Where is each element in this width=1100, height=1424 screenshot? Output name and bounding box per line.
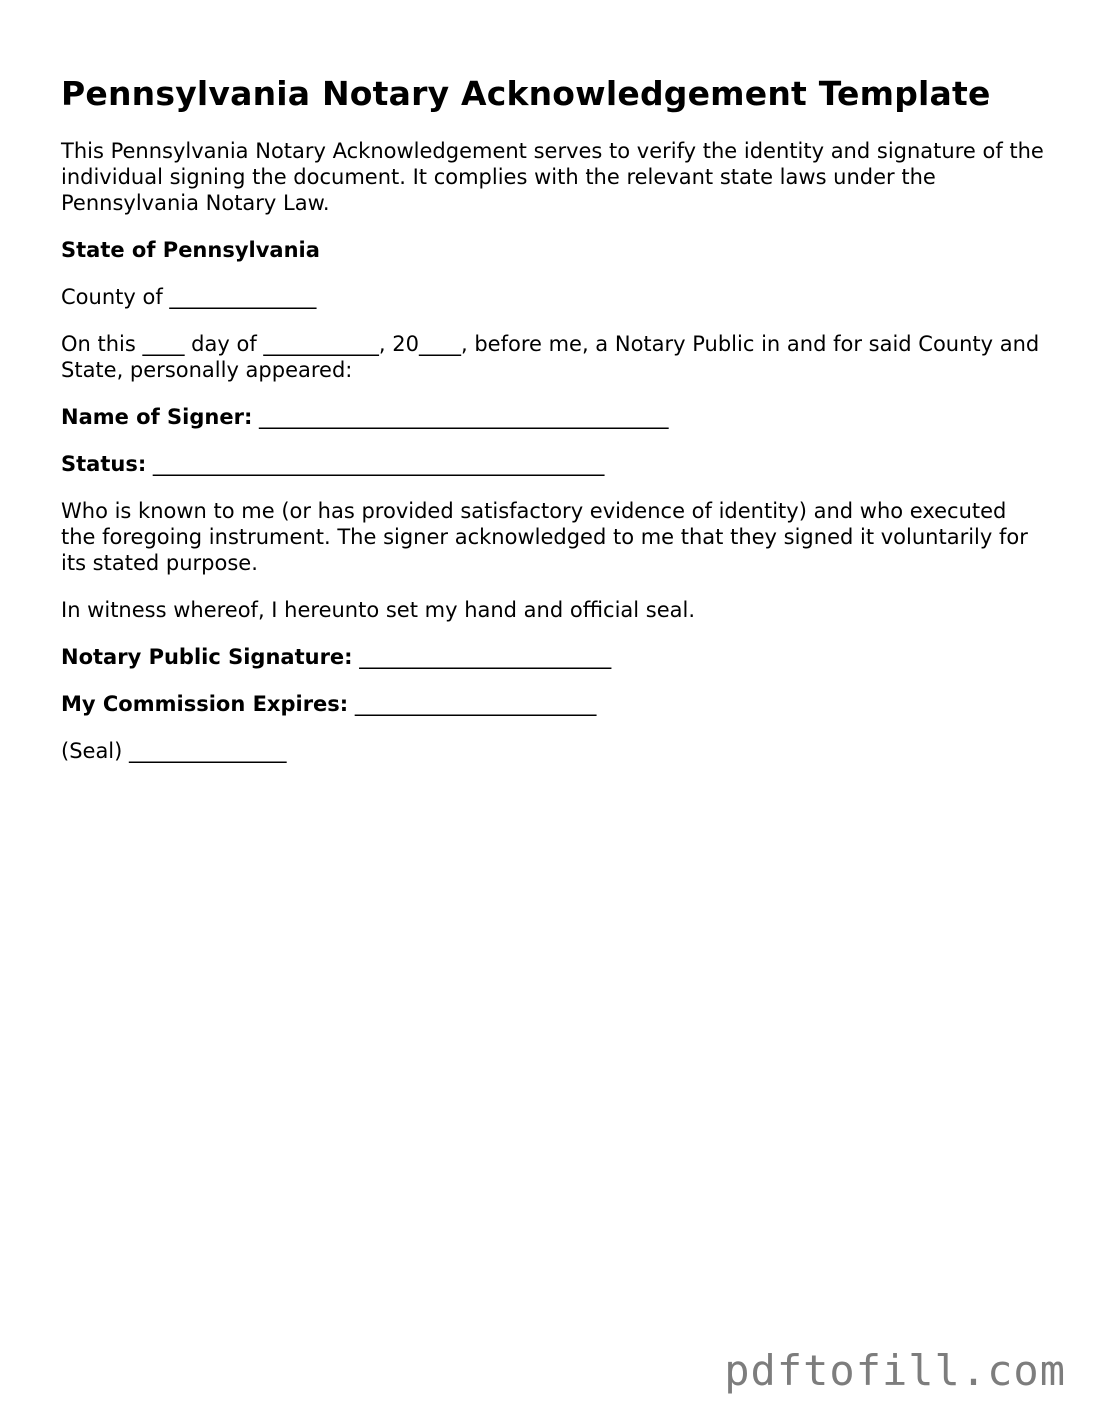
date-line: On this ____ day of ___________, 20____, before me, a Notary Public in and for said County and State, personally appeared: [61,332,1040,382]
status-line [61,451,1046,477]
notary-signature-blank: ________________________ [352,645,612,669]
status-label: Status: [61,452,147,476]
notary-signature-label: Notary Public Signature: [61,645,353,669]
document-title: Pennsylvania Notary Acknowledgement Template [61,74,991,113]
state-heading: State of Pennsylvania [61,238,320,262]
commission-blank: _______________________ [348,692,597,716]
name-of-signer-line [61,404,1046,430]
intro-paragraph: This Pennsylvania Notary Acknowledgement serves to verify the identity and signature of the individual signing the document. It complies with the relevant state laws under the Pennsylvania Notary Law. [61,139,1044,215]
notary-signature-line [61,644,1046,670]
status-blank: ___________________________________________ [146,452,605,476]
document-page [61,74,1046,785]
watermark-text: pdftofill.com [724,1346,1066,1395]
witness-line: In witness whereof, I hereunto set my hand and official seal. [61,598,696,622]
known-paragraph: Who is known to me (or has provided satisfactory evidence of identity) and who executed the foregoing instrument. The signer acknowledged to me that they signed it voluntarily for its stated purpose. [61,499,1028,575]
seal-line: (Seal) _______________ [61,739,287,763]
name-of-signer-label: Name of Signer: [61,405,253,429]
commission-line [61,691,1046,717]
name-of-signer-blank: _______________________________________ [252,405,669,429]
commission-label: My Commission Expires: [61,692,349,716]
county-line: County of ______________ [61,285,317,309]
